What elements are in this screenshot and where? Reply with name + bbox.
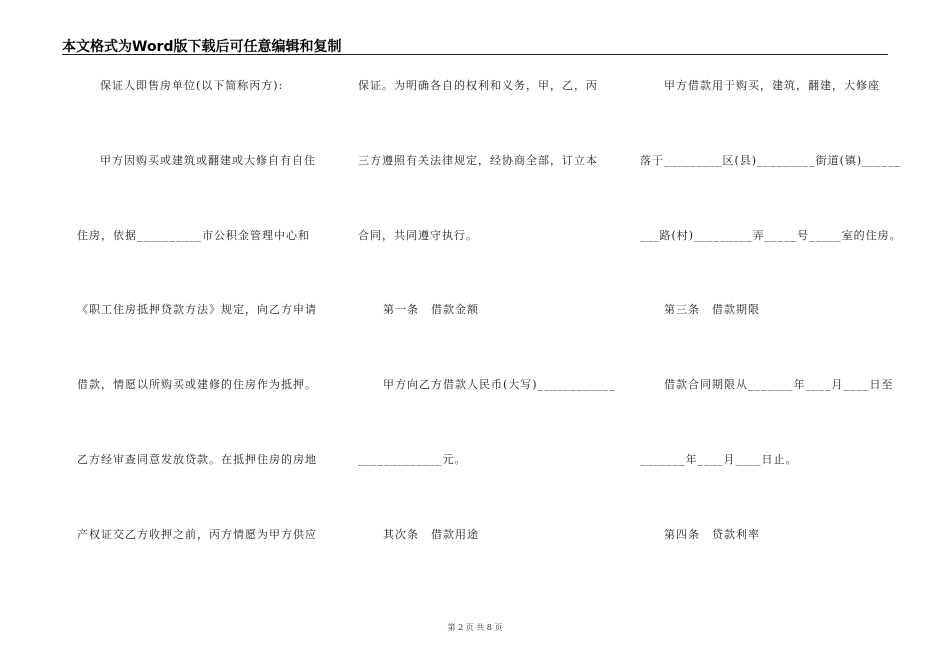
column-1-line-7: 产权证交乙方收押之前，丙方情愿为甲方供应 bbox=[77, 528, 317, 541]
document-header-title: 本文格式为Word版下载后可任意编辑和复制 bbox=[62, 39, 342, 55]
column-1-line-5: 借款，情愿以所购买或建修的住房作为抵押。 bbox=[77, 378, 317, 391]
column-3-line-2: 落于_________区(县)_________街道(镇)______ bbox=[640, 154, 902, 167]
column-3-line-5: 借款合同期限从_______年____月____日至 bbox=[664, 378, 894, 391]
column-2-line-3: 合同，共同遵守执行。 bbox=[358, 229, 478, 242]
column-1-line-3: 住房，依据__________市公积金管理中心和 bbox=[77, 229, 310, 242]
article-1-heading: 第一条 借款金额 bbox=[383, 303, 479, 316]
page-number-footer: 第 2 页 共 8 页 bbox=[447, 623, 503, 632]
column-1-line-4: 《职工住房抵押贷款方法》规定，向乙方申请 bbox=[77, 303, 317, 316]
column-1-line-1: 保证人即售房单位(以下简称丙方): bbox=[100, 79, 284, 92]
header-divider bbox=[62, 54, 888, 55]
column-3-line-6: _______年____月____日止。 bbox=[640, 453, 798, 466]
column-3-line-1: 甲方借款用于购买，建筑，翻建，大修座 bbox=[664, 79, 880, 92]
column-1-line-2: 甲方因购买或建筑或翻建或大修自有自住 bbox=[100, 154, 316, 167]
column-2-line-1: 保证。为明确各自的权利和义务，甲，乙，丙 bbox=[358, 79, 598, 92]
column-2-line-5: 甲方向乙方借款人民币(大写)____________ bbox=[383, 378, 616, 391]
column-2-line-2: 三方遵照有关法律规定，经协商全部，订立本 bbox=[358, 154, 598, 167]
article-3-heading: 第三条 借款期限 bbox=[664, 303, 760, 316]
column-2-line-6: _____________元。 bbox=[358, 453, 467, 466]
article-4-heading: 第四条 贷款利率 bbox=[664, 528, 760, 541]
column-1-line-6: 乙方经审查同意发放贷款。在抵押住房的房地 bbox=[77, 453, 317, 466]
article-2-heading: 其次条 借款用途 bbox=[383, 528, 479, 541]
column-3-line-3: ___路(村)_________弄_____号_____室的住房。 bbox=[640, 229, 902, 242]
